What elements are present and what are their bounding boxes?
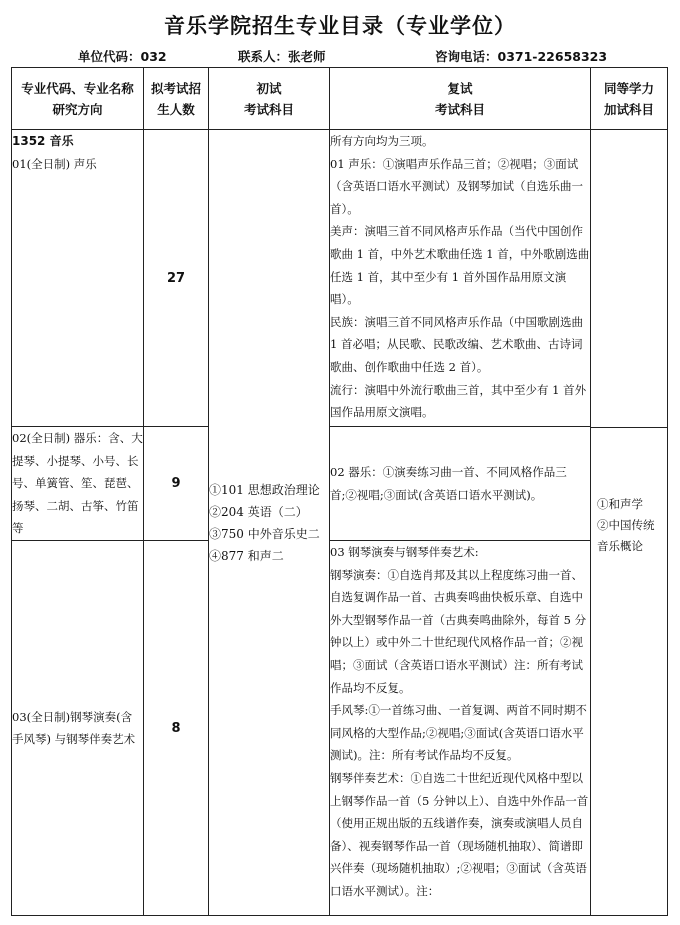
equivalent-subject-1: ①和声学 bbox=[597, 497, 643, 511]
retest-piano-title: 03 钢琴演奏与钢琴伴奏艺术: bbox=[330, 545, 479, 559]
header-initial-exam bbox=[209, 68, 330, 130]
retest-instrumental: 02 器乐：①演奏练习曲一首、不同风格作品三首;②视唱;③面试(含英语口语水平测试)。 bbox=[330, 464, 567, 502]
retest-01-cell bbox=[330, 130, 591, 427]
consult-phone: 咨询电话：0371-22658323 bbox=[435, 49, 608, 64]
initial-subject-2: ②204 英语（二） bbox=[209, 504, 308, 519]
retest-piano-accompaniment: 钢琴伴奏艺术：①自选二十世纪近现代风格中型以上钢琴作品一首（5 分钟以上）、自选中外作品一首（使用正规出版的五线谱作奏，演奏或演唱人员自备）、视奏钢琴作品一首（现场随机抽取）、简谱即兴伴奏（现场随机抽取）;②视唱；③面试（含英语口语水平测试）。注： bbox=[330, 770, 589, 898]
retest-vocal-pop: 流行：演唱中外流行歌曲三首，其中至少有 1 首外国作品用原文演唱。 bbox=[330, 382, 587, 420]
retest-piano-performance: 钢琴演奏：①自选肖邦及其以上程度练习曲一首、自选复调作品一首、古典奏鸣曲快板乐章、自选中外大型钢琴作品一首（古典奏鸣曲除外，每首 5 分钟以上）或中外二十世纪现代风格作品一首；②视唱；③面试（含英语口语水平测试）注：所有考试作品均不反复。 bbox=[330, 567, 587, 695]
table-row bbox=[12, 427, 668, 541]
initial-exam-cell bbox=[209, 130, 330, 916]
initial-subject-4: ④877 和声二 bbox=[209, 548, 284, 563]
page-title: 音乐学院招生专业目录（专业学位） bbox=[164, 14, 516, 38]
header-retest-line2: 考试科目 bbox=[434, 101, 485, 117]
quota-01: 27 bbox=[144, 130, 209, 427]
direction-01-cell bbox=[12, 130, 144, 427]
direction-03-text: 03(全日制)钢琴演奏(含手风琴) 与钢琴伴奏艺术 bbox=[12, 709, 136, 746]
retest-intro: 所有方向均为三项。 bbox=[330, 134, 434, 148]
header-initial-line1: 初试 bbox=[256, 80, 282, 96]
initial-subject-1: ①101 思想政治理论 bbox=[209, 482, 320, 497]
quota-03: 8 bbox=[144, 541, 209, 916]
catalog-table bbox=[11, 67, 668, 916]
retest-vocal-folk: 民族：演唱三首不同风格声乐作品（中国歌剧选曲 1 首必唱；从民歌、民歌改编、艺术歌曲、古诗词歌曲、创作歌曲中任选 2 首）。 bbox=[330, 314, 583, 374]
initial-subject-3: ③750 中外音乐史二 bbox=[209, 526, 320, 541]
major-code-name: 1352 音乐 bbox=[12, 134, 74, 148]
header-quota-line1: 拟考试招 bbox=[150, 80, 201, 96]
retest-vocal-bel-canto: 美声：演唱三首不同风格声乐作品（当代中国创作歌曲 1 首，中外艺术歌曲任选 1 首，中外歌剧选曲任选 1 首，其中至少有 1 首外国作品用原文演唱）。 bbox=[330, 224, 590, 307]
quota-02: 9 bbox=[144, 427, 209, 541]
direction-03-cell bbox=[12, 541, 144, 916]
retest-03-cell bbox=[330, 541, 591, 916]
header-major-line1: 专业代码、专业名称 bbox=[21, 80, 134, 96]
table-row bbox=[12, 130, 668, 427]
equivalent-subject-2: ②中国传统音乐概论 bbox=[597, 518, 655, 553]
retest-vocal: 01 声乐：①演唱声乐作品三首；②视唱；③面试（含英语口语水平测试）及钢琴加试（自选乐曲一首）。 bbox=[330, 156, 583, 216]
header-quota-line2: 生人数 bbox=[157, 101, 195, 117]
direction-01-text: 01(全日制) 声乐 bbox=[12, 156, 97, 171]
retest-02-cell bbox=[330, 427, 591, 541]
header-major bbox=[12, 68, 144, 130]
header-initial-line2: 考试科目 bbox=[243, 101, 294, 117]
header-major-line2: 研究方向 bbox=[52, 101, 103, 117]
table-row bbox=[12, 541, 668, 916]
header-equiv-line2: 加试科目 bbox=[603, 101, 654, 117]
direction-02-cell bbox=[12, 427, 144, 541]
equivalent-spacer bbox=[591, 130, 667, 427]
unit-code: 单位代码：032 bbox=[78, 49, 167, 64]
header-equiv-line1: 同等学力 bbox=[603, 80, 654, 96]
header-row bbox=[12, 68, 668, 130]
contact-person: 联系人：张老师 bbox=[238, 49, 326, 64]
equivalent-subjects bbox=[591, 427, 667, 557]
retest-accordion: 手风琴:①一首练习曲、一首复调、两首不同时期不同风格的大型作品;②视唱;③面试(含英语口语水平测试)。注：所有考试作品均不反复。 bbox=[330, 703, 587, 763]
header-quota bbox=[144, 68, 209, 130]
direction-02-text: 02(全日制) 器乐：含、大提琴、小提琴、小号、长号、单簧管、笙、琵琶、扬琴、二胡、古筝、竹笛等 bbox=[12, 431, 143, 535]
header-retest-line1: 复试 bbox=[447, 80, 473, 96]
header-equivalent bbox=[591, 68, 668, 130]
header-retest bbox=[330, 68, 591, 130]
equivalent-cell bbox=[591, 130, 668, 916]
